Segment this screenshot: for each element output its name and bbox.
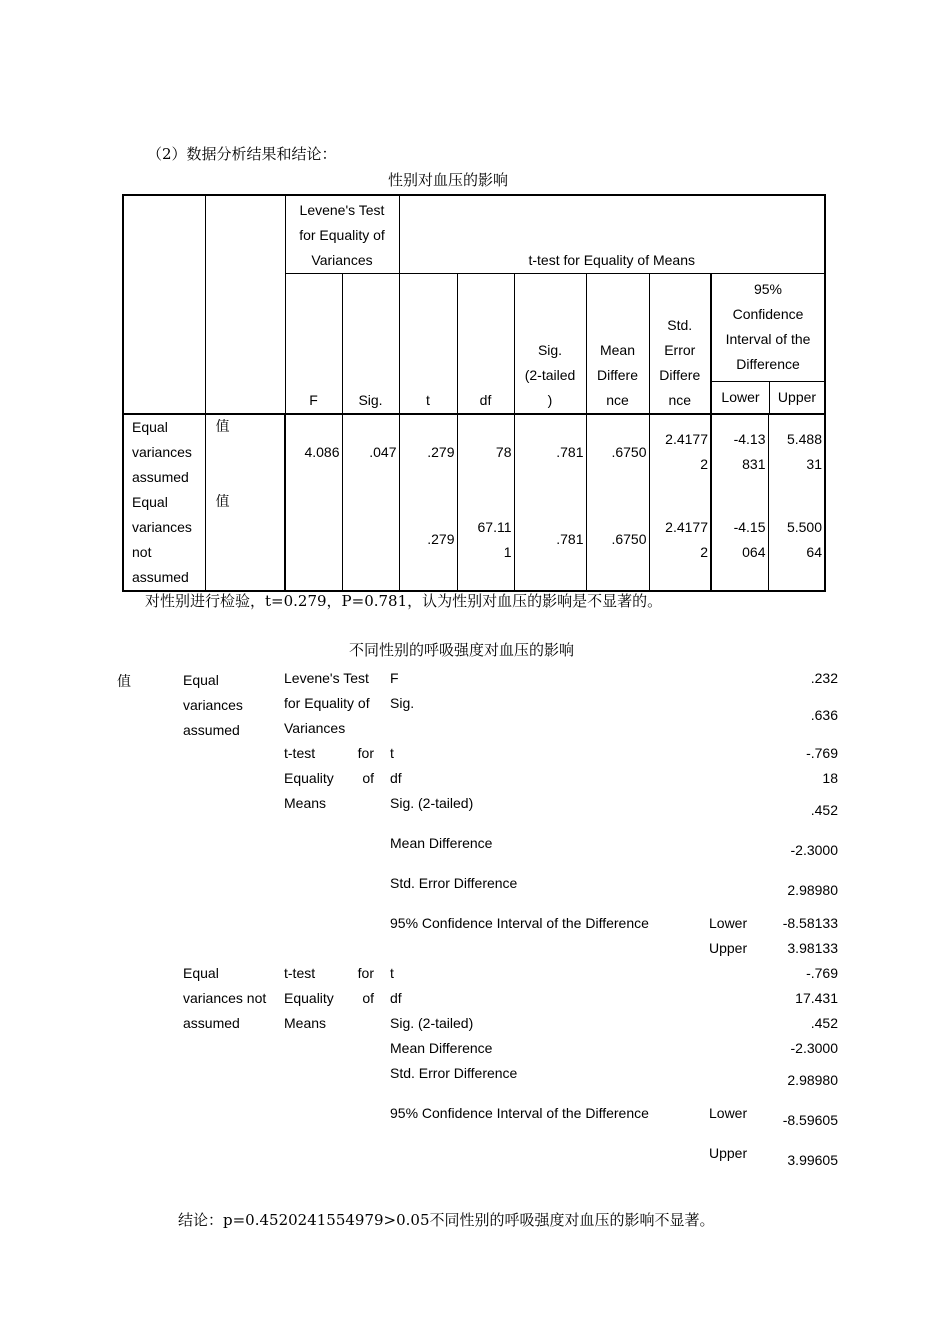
label-df: df [390,990,402,1006]
table2-ttest-label-2: t-test for Equality of Means [284,965,374,1031]
label-ci: 95% Confidence Interval of the Difference [390,915,649,931]
cell-F [285,490,342,591]
label-meandiff: Mean Difference [390,1040,493,1056]
cell-sig: .047 [342,414,399,490]
cell-stderr: 2.4177 2 [649,414,711,490]
value-lower: -8.58133 [782,915,838,931]
table1-corner-2 [205,195,285,414]
label-stderr: Std. Error Difference [390,875,518,891]
table1-row-not-assumed [123,490,825,591]
table2-caption: 不同性别的呼吸强度对血压的影响 [349,641,575,659]
label-t: t [390,965,394,981]
row-var: 值 [205,414,285,490]
label-t: t [390,745,394,761]
value-t: -.769 [806,965,838,981]
value-stderr: 2.98980 [787,882,838,898]
table1-col-F: F [285,273,342,414]
label-lower: Lower [709,1105,748,1121]
cell-upper: 5.488 31 [768,414,825,490]
table2-eva-label: Equal variances assumed [183,672,243,738]
label-lower: Lower [709,915,748,931]
value-sig: .636 [810,707,838,723]
table1-row-assumed [123,414,825,490]
table1-col-df: df [457,273,514,414]
label-F: F [390,670,399,686]
value-df: 18 [822,770,838,786]
value-meandiff: -2.3000 [790,842,838,858]
label-upper: Upper [709,1145,748,1161]
table1 [122,194,826,592]
cell-upper: 5.500 64 [768,490,825,591]
table2-ttest-label-1: t-test for Equality of Means [284,745,374,811]
cell-lower: -4.13 831 [711,414,768,490]
cell-meandiff: .6750 [586,414,649,490]
value-lower: -8.59605 [782,1112,838,1128]
table1-ttest-header: t-test for Equality of Means [399,195,825,273]
table2-evna-label: Equal variances not assumed [183,965,267,1031]
cell-stderr: 2.4177 2 [649,490,711,591]
value-stderr: 2.98980 [787,1072,838,1088]
label-stderr: Std. Error Difference [390,1065,518,1081]
cell-meandiff: .6750 [586,490,649,591]
table1-col-t: t [399,273,457,414]
table1-ci-header: 95% Confidence Interval of the Difference Lower Upper [711,273,825,414]
table1-caption: 性别对血压的影响 [388,171,509,189]
cell-sig2: .781 [514,490,586,591]
cell-lower: -4.15 064 [711,490,768,591]
value-meandiff: -2.3000 [790,1040,838,1056]
table1-col-lower: Lower [712,382,770,413]
cell-t: .279 [399,414,457,490]
cell-F: 4.086 [285,414,342,490]
table1-col-sig: Sig. [342,273,399,414]
cell-t: .279 [399,490,457,591]
section-heading: （2）数据分析结果和结论： [147,145,337,163]
cell-df: 67.11 1 [457,490,514,591]
table2-levene-label: Levene's Test for Equality of Variances [284,670,370,736]
cell-sig2: .781 [514,414,586,490]
label-ci: 95% Confidence Interval of the Difference [390,1105,649,1121]
table1-col-meandiff: Mean Differe nce [586,273,649,414]
value-upper: 3.98133 [787,940,838,956]
label-df: df [390,770,402,786]
row-label: Equal variances assumed [123,414,205,490]
table1-col-upper: Upper [777,388,817,405]
table1-corner-1 [123,195,205,414]
label-upper: Upper [709,940,748,956]
row-label: Equal variances not assumed [123,490,205,591]
value-sig2: .452 [810,802,838,818]
table1-levene-header: Levene's Test for Equality of Variances [285,195,399,273]
conclusion-2: 结论：p=0.4520241554979>0.05不同性别的呼吸强度对血压的影响不显著。 [178,1211,715,1229]
row-var: 值 [205,490,285,591]
table2-var: 值 [117,674,131,690]
label-sig2: Sig. (2-tailed) [390,1015,474,1031]
value-F: .232 [810,670,838,686]
table1-col-sig2: Sig. (2-tailed ) [514,273,586,414]
value-upper: 3.99605 [787,1152,838,1168]
value-sig2: .452 [810,1015,838,1031]
value-df: 17.431 [795,990,838,1006]
label-meandiff: Mean Difference [390,835,493,851]
label-sig: Sig. [390,695,415,711]
cell-sig [342,490,399,591]
value-t: -.769 [806,745,838,761]
table1-col-stderr: Std. Error Differe nce [649,273,711,414]
conclusion-1: 对性别进行检验，t=0.279，P=0.781，认为性别对血压的影响是不显著的。 [145,592,663,610]
label-sig2: Sig. (2-tailed) [390,795,474,811]
cell-df: 78 [457,414,514,490]
